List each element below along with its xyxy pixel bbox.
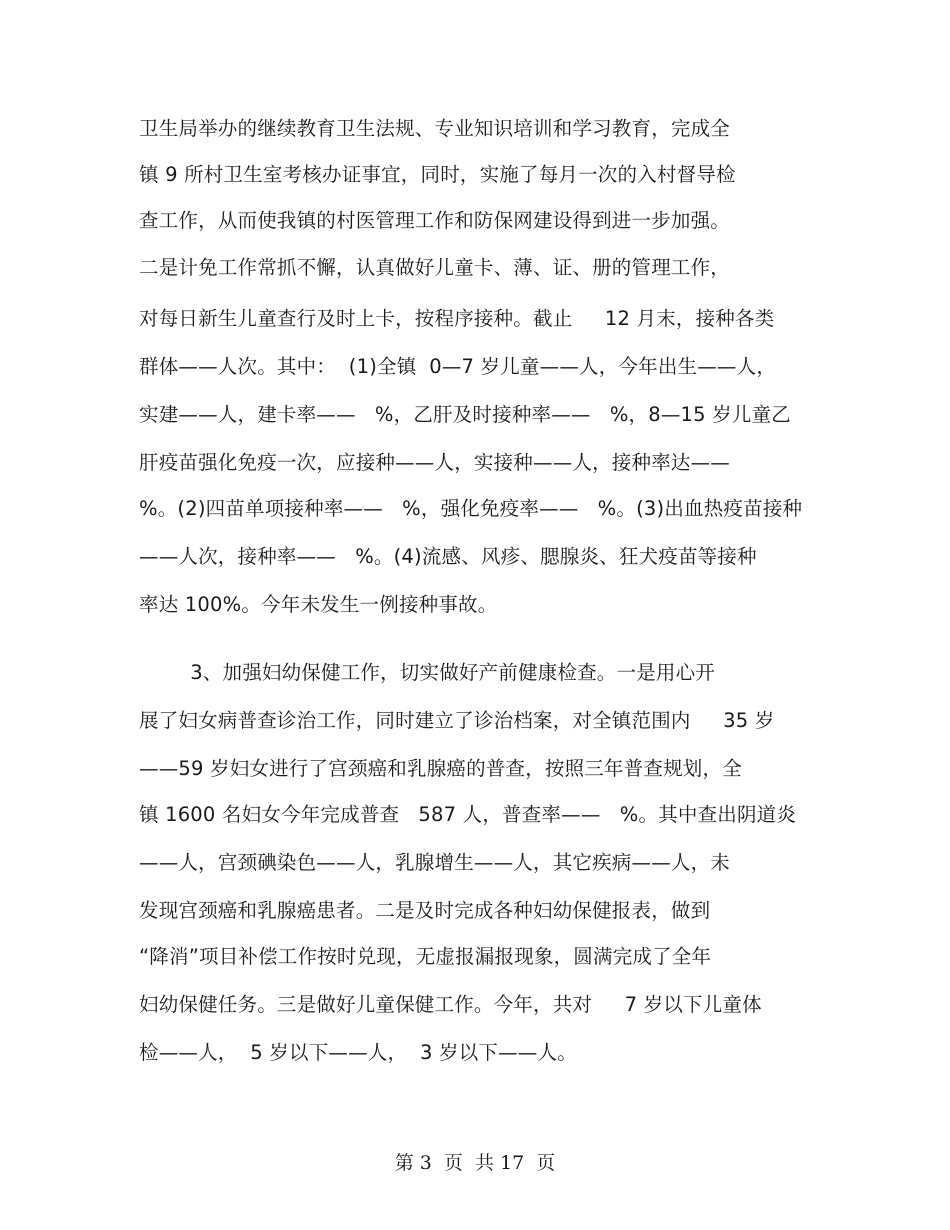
paragraph-line: 二是计免工作常抓不懈，认真做好儿童卡、薄、证、册的管理工作， [139, 256, 731, 279]
paragraph-line: 对每日新生儿童查行及时上卡，按程序接种。截止 12 月末，接种各类 [139, 307, 775, 330]
paragraph-line: 发现宫颈癌和乳腺癌患者。二是及时完成各种妇幼保健报表，做到 [139, 899, 711, 922]
paragraph-line: 妇幼保健任务。三是做好儿童保健工作。今年，共对 7 岁以下儿童体 [139, 993, 762, 1016]
paragraph-line: 3、加强妇幼保健工作，切实做好产前健康检查。一是用心开 [139, 661, 715, 684]
page-number-footer: 第 3 页 共 17 页 [394, 1152, 556, 1174]
paragraph-line: ——人，宫颈碘染色——人，乳腺增生——人，其它疾病——人，未 [139, 851, 731, 874]
paragraph-line: %。(2)四苗单项接种率—— %，强化免疫率—— %。(3)出血热疫苗接种 [139, 497, 803, 520]
paragraph-line: 镇 9 所村卫生室考核办证事宜，同时，实施了每月一次的入村督导检 [139, 163, 736, 186]
paragraph-line: 率达 100%。今年未发生一例接种事故。 [139, 593, 498, 616]
paragraph-line: 实建——人，建卡率—— %，乙肝及时接种率—— %，8—15 岁儿童乙 [139, 403, 791, 426]
paragraph-line: 镇 1600 名妇女今年完成普查 587 人，普查率—— %。其中查出阴道炎 [139, 803, 797, 826]
paragraph-line: 肝疫苗强化免疫一次，应接种——人，实接种——人，接种率达—— [139, 451, 731, 474]
paragraph-line: 展了妇女病普查诊治工作，同时建立了诊治档案，对全镇范围内 35 岁 [139, 709, 775, 732]
paragraph-line: 检——人， 5 岁以下——人， 3 岁以下——人。 [139, 1041, 577, 1064]
paragraph-line: 群体——人次。其中： (1)全镇 0—7 岁儿童——人，今年出生——人， [139, 355, 777, 378]
paragraph-line: “降消”项目补偿工作按时兑现，无虚报漏报现象，圆满完成了全年 [139, 945, 712, 968]
paragraph-line: 查工作，从而使我镇的村医管理工作和防保网建设得到进一步加强。 [139, 209, 731, 232]
paragraph-line: 卫生局举办的继续教育卫生法规、专业知识培训和学习教育，完成全 [139, 117, 731, 140]
paragraph-line: ——59 岁妇女进行了宫颈癌和乳腺癌的普查，按照三年普查规划，全 [139, 757, 742, 780]
paragraph-line: ——人次，接种率—— %。(4)流感、风疹、腮腺炎、狂犬疫苗等接种 [139, 545, 757, 568]
